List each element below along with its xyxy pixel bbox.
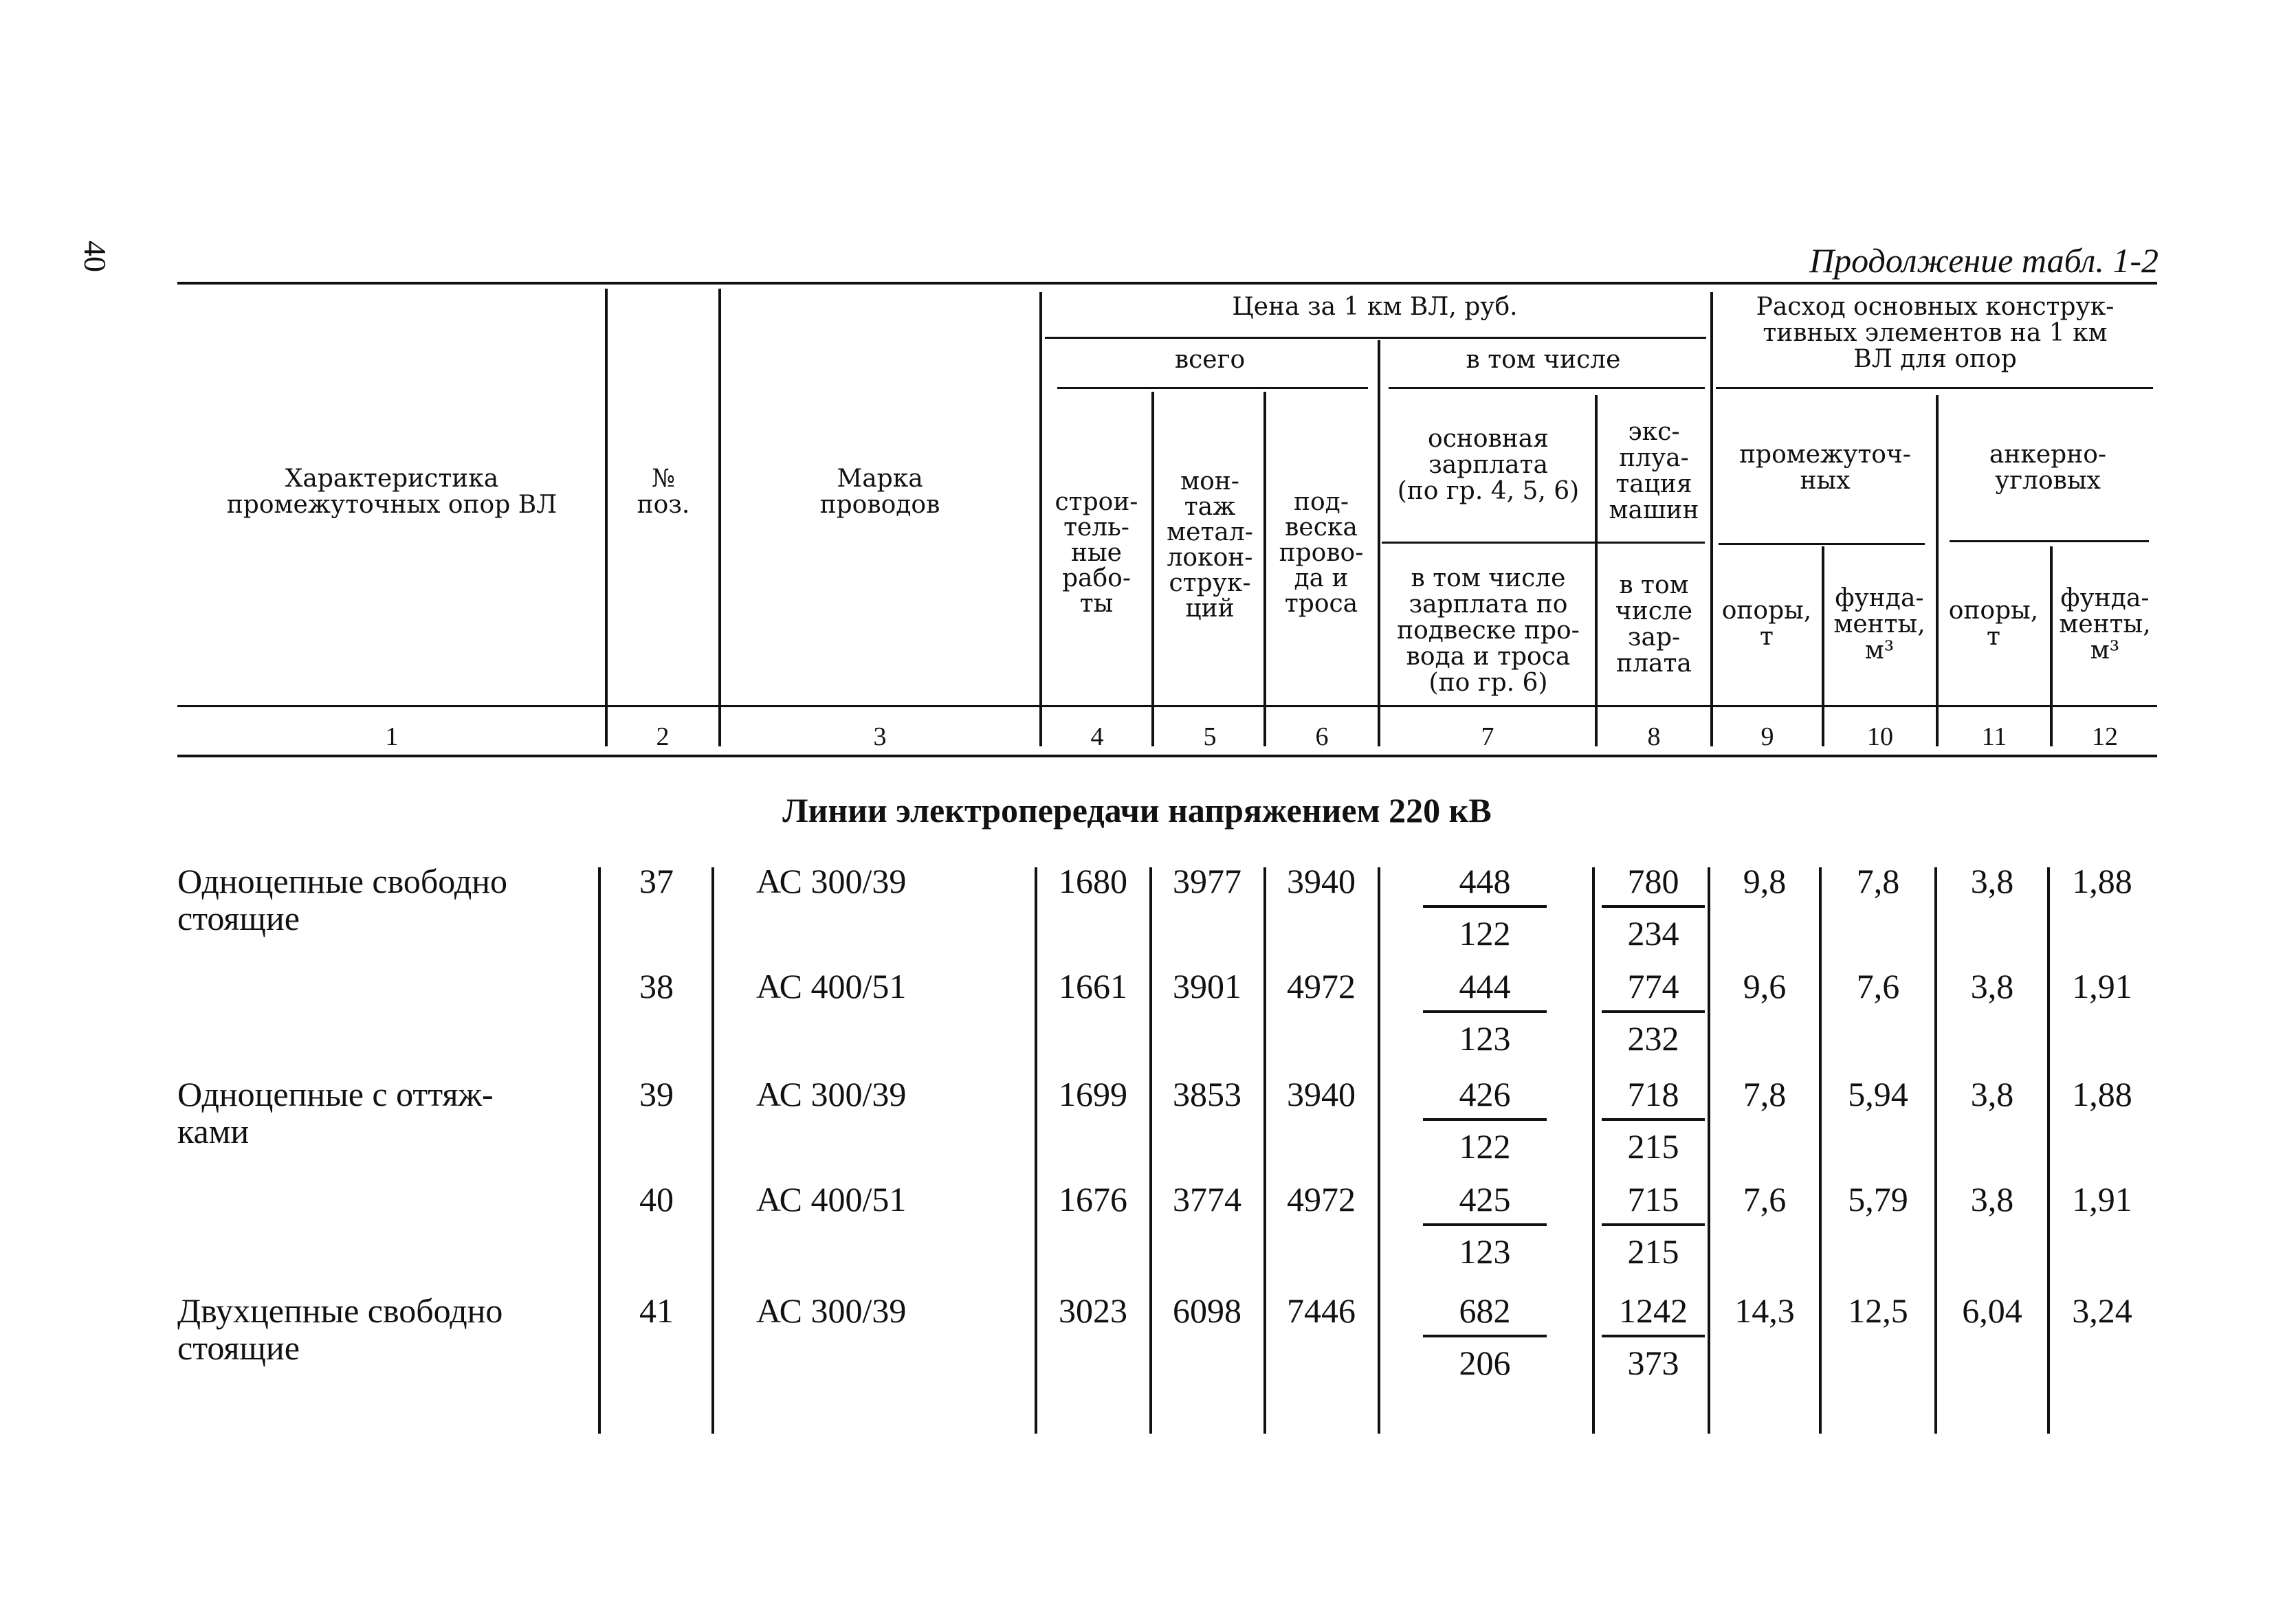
column-number: 8 — [1647, 722, 1661, 751]
column-number: 7 — [1481, 722, 1494, 751]
subheader-rule — [1719, 543, 1925, 545]
column-number: 11 — [1981, 722, 2007, 751]
intermediate-foundations: 7,8 — [1856, 862, 1900, 900]
salary-suspension: 122 — [1459, 914, 1511, 953]
body-divider — [598, 867, 601, 1434]
subheader-rule — [1716, 387, 2153, 389]
body-divider — [1708, 867, 1710, 1434]
header-supports-t: опоры, т — [1721, 597, 1812, 651]
anchor-foundations: 1,88 — [2072, 862, 2132, 900]
anchor-foundations: 1,91 — [2072, 967, 2132, 1005]
body-divider — [1263, 867, 1266, 1434]
table-caption: Продолжение табл. 1-2 — [1809, 241, 2159, 280]
header-characteristic: Характеристика промежуточных опор ВЛ — [226, 465, 558, 519]
machine-operation: 774 — [1627, 967, 1679, 1005]
column-number: 2 — [656, 722, 670, 751]
mounting-cost: 3901 — [1173, 967, 1241, 1005]
header-position: № поз. — [637, 465, 690, 519]
header-consumption-group: Расход основных конструк- тивных элементов на 1 км ВЛ для опор — [1756, 293, 2115, 373]
column-number: 12 — [2092, 722, 2118, 751]
position-number: 39 — [639, 1075, 674, 1113]
intermediate-supports: 7,6 — [1743, 1180, 1787, 1219]
intermediate-foundations: 7,6 — [1856, 967, 1900, 1005]
machine-operation: 718 — [1627, 1075, 1679, 1113]
salary-suspension: 122 — [1459, 1127, 1511, 1166]
machine-operation: 715 — [1627, 1180, 1679, 1219]
machine-operation: 1242 — [1619, 1291, 1688, 1330]
position-number: 38 — [639, 967, 674, 1005]
column-number: 4 — [1090, 722, 1104, 751]
base-salary: 426 — [1459, 1075, 1511, 1113]
construction-cost: 1699 — [1059, 1075, 1127, 1113]
body-divider — [2047, 867, 2050, 1434]
wire-grade: АС 300/39 — [756, 1291, 907, 1330]
subheader-rule — [1950, 540, 2149, 542]
fraction-bar — [1423, 1223, 1547, 1226]
column-number: 5 — [1203, 722, 1217, 751]
mounting-cost: 3774 — [1173, 1180, 1241, 1219]
divider — [718, 289, 721, 746]
suspension-cost: 3940 — [1287, 1075, 1356, 1113]
header-total: всего — [1174, 346, 1246, 374]
anchor-supports: 3,8 — [1970, 1180, 2014, 1219]
salary-suspension: 206 — [1459, 1344, 1511, 1382]
base-salary: 425 — [1459, 1180, 1511, 1219]
body-divider — [1592, 867, 1595, 1434]
machine-salary: 215 — [1627, 1127, 1679, 1166]
suspension-cost: 7446 — [1287, 1291, 1356, 1330]
top-rule — [177, 282, 2157, 285]
anchor-foundations: 1,91 — [2072, 1180, 2132, 1219]
support-type: Двухцепные свободно стоящие — [177, 1291, 503, 1367]
base-salary: 448 — [1459, 862, 1511, 900]
mounting-cost: 3853 — [1173, 1075, 1241, 1113]
header-foundations-m3: фунда- менты, м³ — [1833, 584, 1925, 665]
subheader-rule — [1389, 387, 1705, 389]
subheader-rule — [1382, 542, 1705, 544]
fraction-bar — [1602, 905, 1705, 908]
position-number: 40 — [639, 1180, 674, 1219]
construction-cost: 1676 — [1059, 1180, 1127, 1219]
fraction-bar — [1423, 905, 1547, 908]
machine-salary: 215 — [1627, 1232, 1679, 1271]
column-number: 6 — [1315, 722, 1329, 751]
divider — [1595, 395, 1598, 746]
fraction-bar — [1602, 1118, 1705, 1121]
column-number: 9 — [1760, 722, 1774, 751]
page-number: 40 — [78, 241, 113, 272]
intermediate-foundations: 5,79 — [1848, 1180, 1908, 1219]
machine-operation: 780 — [1627, 862, 1679, 900]
suspension-cost: 4972 — [1287, 1180, 1356, 1219]
column-number: 3 — [873, 722, 887, 751]
header-anchor: анкерно- угловых — [1989, 441, 2107, 495]
header-construction: строи- тель- ные рабо- ты — [1055, 488, 1138, 618]
fraction-bar — [1423, 1010, 1547, 1013]
fraction-bar — [1602, 1223, 1705, 1226]
base-salary: 682 — [1459, 1291, 1511, 1330]
fraction-bar — [1602, 1010, 1705, 1013]
anchor-foundations: 3,24 — [2072, 1291, 2132, 1330]
body-divider — [1819, 867, 1822, 1434]
fraction-bar — [1602, 1335, 1705, 1337]
construction-cost: 1661 — [1059, 967, 1127, 1005]
divider — [1378, 340, 1380, 746]
header-mounting: мон- таж метал- локон- струк- ций — [1167, 467, 1253, 623]
salary-suspension: 123 — [1459, 1232, 1511, 1271]
wire-grade: АС 300/39 — [756, 862, 907, 900]
fraction-bar — [1423, 1118, 1547, 1121]
header-salary-suspension: в том числе зарплата по подвеске про- вода и троса (по гр. 6) — [1397, 564, 1580, 697]
body-divider — [1035, 867, 1037, 1434]
suspension-cost: 4972 — [1287, 967, 1356, 1005]
header-suspension: под- веска прово- да и троса — [1279, 488, 1364, 618]
intermediate-foundations: 12,5 — [1848, 1291, 1908, 1330]
intermediate-supports: 14,3 — [1734, 1291, 1795, 1330]
machine-salary: 373 — [1627, 1344, 1679, 1382]
mounting-cost: 3977 — [1173, 862, 1241, 900]
machine-salary: 234 — [1627, 914, 1679, 953]
support-type: Одноцепные свободно стоящие — [177, 862, 508, 937]
header-including: в том числе — [1466, 346, 1621, 374]
construction-cost: 1680 — [1059, 862, 1127, 900]
position-number: 41 — [639, 1291, 674, 1330]
header-supports-t: опоры, т — [1948, 597, 2039, 651]
body-divider — [1934, 867, 1937, 1434]
body-divider — [1378, 867, 1380, 1434]
header-machines: экс- плуа- тация машин — [1609, 418, 1699, 524]
wire-grade: АС 400/51 — [756, 967, 907, 1005]
header-machines-salary: в том числе зар- плата — [1615, 571, 1693, 678]
body-divider — [1149, 867, 1152, 1434]
anchor-supports: 6,04 — [1962, 1291, 2022, 1330]
machine-salary: 232 — [1627, 1019, 1679, 1058]
intermediate-supports: 9,8 — [1743, 862, 1787, 900]
colnum-rule — [177, 705, 2157, 707]
divider — [605, 289, 608, 746]
support-type: Одноцепные с оттяж- ками — [177, 1075, 494, 1150]
intermediate-foundations: 5,94 — [1848, 1075, 1908, 1113]
suspension-cost: 3940 — [1287, 862, 1356, 900]
body-divider — [711, 867, 714, 1434]
column-number: 1 — [385, 722, 399, 751]
intermediate-supports: 9,6 — [1743, 967, 1787, 1005]
subheader-rule — [1045, 337, 1706, 339]
salary-suspension: 123 — [1459, 1019, 1511, 1058]
position-number: 37 — [639, 862, 674, 900]
divider — [1151, 392, 1154, 746]
anchor-supports: 3,8 — [1970, 862, 2014, 900]
mounting-cost: 6098 — [1173, 1291, 1241, 1330]
header-intermediate: промежуточ- ных — [1739, 441, 1911, 495]
anchor-foundations: 1,88 — [2072, 1075, 2132, 1113]
header-bottom-rule — [177, 755, 2157, 757]
section-title: Линии электропередачи напряжением 220 кВ — [782, 791, 1492, 830]
subheader-rule — [1057, 387, 1368, 389]
column-number: 10 — [1867, 722, 1893, 751]
construction-cost: 3023 — [1059, 1291, 1127, 1330]
header-base-salary: основная зарплата (по гр. 4, 5, 6) — [1397, 425, 1580, 505]
intermediate-supports: 7,8 — [1743, 1075, 1787, 1113]
header-foundations-m3: фунда- менты, м³ — [2059, 584, 2151, 665]
anchor-supports: 3,8 — [1970, 1075, 2014, 1113]
header-wire: Марка проводов — [819, 465, 940, 519]
wire-grade: АС 300/39 — [756, 1075, 907, 1113]
base-salary: 444 — [1459, 967, 1511, 1005]
header-price-group: Цена за 1 км ВЛ, руб. — [1232, 293, 1518, 321]
fraction-bar — [1423, 1335, 1547, 1337]
anchor-supports: 3,8 — [1970, 967, 2014, 1005]
wire-grade: АС 400/51 — [756, 1180, 907, 1219]
